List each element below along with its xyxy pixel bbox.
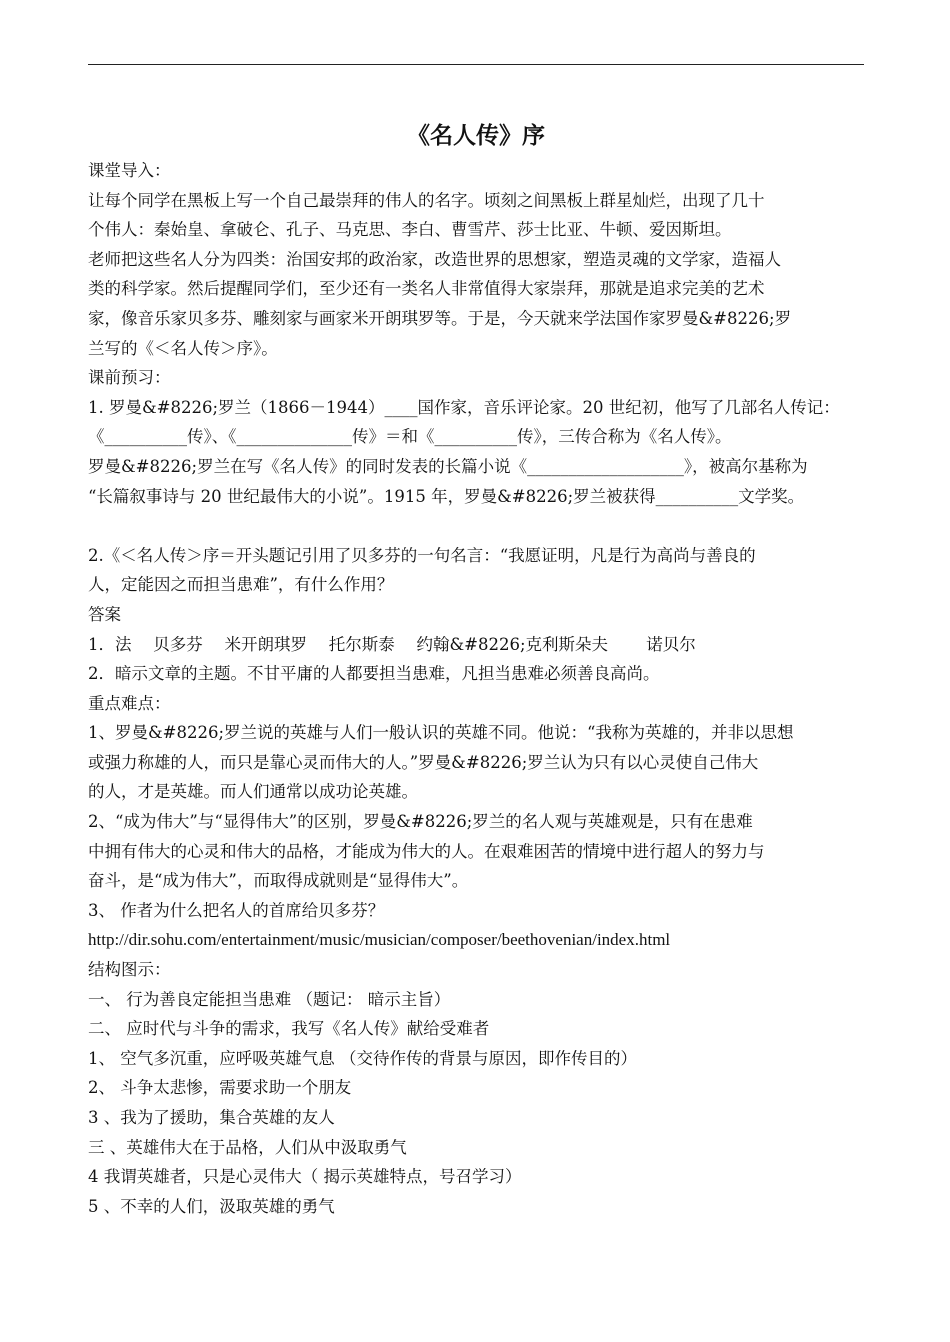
outline-item: 5 、不幸的人们，汲取英雄的勇气 [88, 1196, 335, 1216]
paragraph-line: 3、 作者为什么把名人的首席给贝多芬？ [88, 900, 385, 920]
paragraph-line: 让每个同学在黑板上写一个自己最崇拜的伟人的名字。顷刻之间黑板上群星灿烂，出现了几十 [88, 190, 765, 210]
paragraph-line: 兰写的《＜名人传＞序》。 [88, 338, 278, 358]
document-title: 《名人传》序 [407, 122, 545, 149]
outline-item: 2、 斗争太悲惨，需要求助一个朋友 [88, 1078, 352, 1098]
document-body [88, 118, 878, 1221]
paragraph-line: 奋斗，是“成为伟大”，而取得成就则是“显得伟大”。 [88, 871, 469, 891]
answer-line: 1．法 贝多芬 米开朗琪罗 托尔斯泰 约翰&#8226;克利斯朵夫 诺贝尔 [88, 634, 696, 654]
paragraph-line: 类的科学家。然后提醒同学们，至少还有一类名人非常值得大家崇拜，那就是追求完美的艺术 [88, 279, 765, 299]
outline-item: 二、 应时代与斗争的需求，我写《名人传》献给受难者 [88, 1019, 490, 1039]
question-line: 2.《＜名人传＞序＝开头题记引用了贝多芬的一句名言：“我愿证明，凡是行为高尚与善良的 [88, 545, 756, 565]
paragraph-line: 1、罗曼&#8226;罗兰说的英雄与人们一般认识的英雄不同。他说：“我称为英雄的，并非以思想 [88, 723, 794, 743]
section-heading-preview: 课前预习： [88, 368, 171, 388]
question-line: 罗曼&#8226;罗兰在写《名人传》的同时发表的长篇小说《___________________》，被高尔基称为 [88, 456, 808, 476]
paragraph-line: 或强力称雄的人，而只是靠心灵而伟大的人。”罗曼&#8226;罗兰认为只有以心灵使自己伟大 [88, 752, 759, 772]
outline-item: 3 、我为了援助，集合英雄的友人 [88, 1108, 335, 1127]
outline-item: 一、 行为善良定能担当患难 （题记： 暗示主旨） [88, 989, 451, 1009]
paragraph-line: 老师把这些名人分为四类：治国安邦的政治家，改造世界的思想家，塑造灵魂的文学家，造福人 [88, 249, 781, 269]
question-line: 人，定能因之而担当患难”，有什么作用？ [88, 575, 394, 595]
question-line: “长篇叙事诗与 20 世纪最伟大的小说”。1915 年，罗曼&#8226;罗兰被获得__________文学奖。 [88, 486, 805, 506]
paragraph-line: 个伟人：秦始皇、拿破仑、孔子、马克思、李白、曹雪芹、莎士比亚、牛顿、爱因斯坦。 [88, 220, 732, 240]
outline-item: 三 、英雄伟大在于品格，人们从中汲取勇气 [88, 1137, 407, 1157]
paragraph-line: 中拥有伟大的心灵和伟大的品格，才能成为伟大的人。在艰难困苦的情境中进行超人的努力与 [88, 841, 765, 861]
section-heading-answers: 答案 [88, 604, 121, 624]
section-heading-key-points: 重点难点： [88, 693, 171, 713]
paragraph-line: 2、“成为伟大”与“显得伟大”的区别，罗曼&#8226;罗兰的名人观与英雄观是，只有在患难 [88, 812, 753, 832]
section-heading-intro: 课堂导入： [88, 161, 171, 180]
section-heading-structure: 结构图示： [88, 960, 171, 980]
question-line: 《__________传》、《______________传》＝和《__________传》，三传合称为《名人传》。 [88, 427, 732, 447]
question-line: 1. 罗曼&#8226;罗兰（1866－1944）____国作家，音乐评论家。20 世纪初，他写了几部名人传记： [88, 397, 840, 417]
blank-spacer [88, 511, 878, 541]
paragraph-line: 的人，才是英雄。而人们通常以成功论英雄。 [88, 782, 418, 802]
outline-item: 4 我谓英雄者，只是心灵伟大（ 揭示英雄特点，号召学习） [88, 1167, 522, 1187]
answer-line: 2．暗示文章的主题。不甘平庸的人都要担当患难，凡担当患难必须善良高尚。 [88, 664, 660, 684]
paragraph-line: 家，像音乐家贝多芬、雕刻家与画家米开朗琪罗等。于是，今天就来学法国作家罗曼&#8226;罗 [88, 308, 792, 328]
outline-item: 1、 空气多沉重，应呼吸英雄气息 （交待作传的背景与原因，即作传目的） [88, 1048, 637, 1068]
reference-link[interactable]: http://dir.sohu.com/entertainment/music/musician/composer/beethovenian/index.html [88, 930, 671, 950]
header-rule [88, 64, 864, 65]
